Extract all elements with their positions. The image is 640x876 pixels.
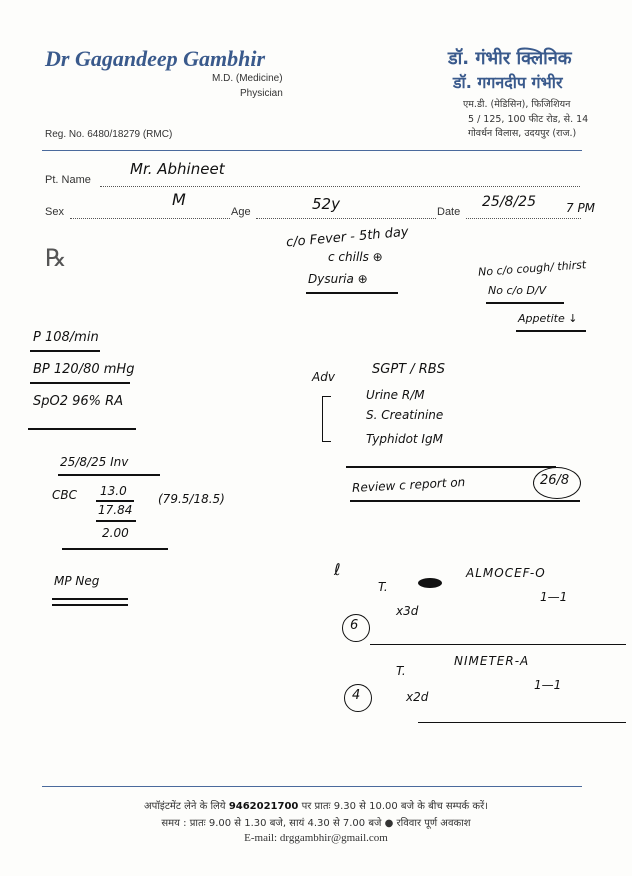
appetite-note: Appetite ↓	[518, 312, 578, 325]
spo2-underline	[28, 428, 136, 430]
footer-divider	[42, 786, 582, 787]
complaint-fever: c/o Fever - 5th day	[285, 224, 410, 251]
pulse-underline	[30, 350, 100, 352]
med2-qty: 4	[352, 688, 361, 703]
med2-name: NIMETER-A	[454, 654, 530, 668]
cbc-divider2	[96, 520, 136, 522]
footer-phone: 9462021700	[228, 801, 299, 812]
age-line	[256, 218, 436, 219]
age-label: Age	[231, 206, 251, 218]
review-text: Review c report on	[351, 475, 466, 495]
dysuria-underline	[306, 292, 398, 294]
hindi-clinic-name: डॉ. गंभीर क्लिनिक	[448, 48, 572, 69]
doctor-name: Dr Gagandeep Gambhir	[45, 46, 266, 71]
patient-name-line	[100, 186, 580, 187]
negative-cough: No c/o cough/ thirst	[477, 258, 587, 279]
mp-underline1	[52, 598, 128, 600]
footer-timings: समय : प्रातः 9.00 से 1.30 बजे, सायं 4.30 से 7.00 बजे ● रविवार पूर्ण अवकाश	[161, 818, 471, 829]
advice-item-urine: Urine R/M	[366, 388, 425, 402]
cbc-underline	[62, 548, 168, 550]
negative-underline	[486, 302, 564, 304]
cbc-divider1	[96, 500, 134, 502]
advice-item-typhidot: Typhidot IgM	[366, 432, 443, 446]
med1-duration: x3d	[396, 604, 419, 618]
hindi-address-line1: 5 / 125, 100 फीट रोड, से. 14	[468, 114, 589, 125]
hindi-degree: एम.डी. (मेडिसिन), फिजिशियन	[463, 99, 571, 110]
doctor-title: Physician	[240, 88, 283, 99]
footer-appointment-pre: अपॉइंटमेंट लेने के लिये	[144, 801, 226, 812]
doctor-degree: M.D. (Medicine)	[212, 73, 283, 84]
negative-dv: No c/o D/V	[488, 284, 547, 297]
date-value: 25/8/25	[482, 194, 536, 210]
mp-result: MP Neg	[54, 574, 100, 588]
mp-underline2	[52, 604, 128, 606]
complaint-dysuria: Dysuria ⊕	[308, 272, 368, 286]
investigation-underline	[58, 474, 160, 476]
sex-label: Sex	[45, 206, 64, 218]
advice-bracket	[322, 396, 331, 442]
age-value: 52y	[312, 195, 340, 213]
vital-pulse: P 108/min	[33, 330, 99, 345]
advice-label: Adv	[312, 370, 335, 384]
footer-appointment	[0, 798, 632, 812]
cbc-label: CBC	[52, 488, 77, 502]
time-value: 7 PM	[566, 201, 596, 215]
advice-item-creatinine: S. Creatinine	[366, 408, 444, 422]
advice-underline	[346, 466, 556, 468]
vital-bp: BP 120/80 mHg	[33, 362, 135, 377]
footer-appointment-post: पर प्रातः 9.30 से 10.00 बजे के बीच सम्पर्क करें।	[301, 801, 488, 812]
patient-name-value: Mr. Abhineet	[130, 160, 225, 178]
review-underline	[350, 500, 580, 502]
vital-spo2: SpO2 96% RA	[33, 394, 124, 409]
sex-value: M	[172, 190, 186, 209]
rx-icon: ℞	[45, 244, 67, 272]
med1-scribble	[418, 578, 442, 588]
med1-underline	[370, 644, 626, 645]
med2-underline	[418, 722, 626, 723]
cbc-differential: (79.5/18.5)	[158, 492, 225, 506]
advice-item-sgpt: SGPT / RBS	[372, 362, 445, 377]
registration-number: Reg. No. 6480/18279 (RMC)	[45, 129, 173, 140]
complaint-chills: c chills ⊕	[328, 250, 383, 264]
hindi-doctor-name: डॉ. गगनदीप गंभीर	[453, 73, 563, 92]
patient-name-label: Pt. Name	[45, 174, 91, 186]
hindi-address-line2: गोवर्धन विलास, उदयपुर (राज.)	[468, 128, 577, 139]
med1-name: ALMOCEF-O	[466, 566, 546, 580]
cbc-hb: 13.0	[100, 484, 127, 498]
date-label: Date	[437, 206, 461, 218]
med1-qty: 6	[350, 618, 359, 633]
med1-dose: 1—1	[540, 590, 568, 604]
investigation-date: 25/8/25 Inv	[60, 455, 129, 469]
review-date: 26/8	[540, 473, 570, 488]
med1-prefix: T.	[378, 580, 388, 594]
date-line	[466, 218, 581, 219]
cbc-tlc: 17.84	[98, 503, 133, 517]
med2-dose: 1—1	[534, 678, 562, 692]
med2-prefix: T.	[396, 664, 406, 678]
treatment-mark: ℓ	[334, 560, 341, 579]
sex-line	[70, 218, 230, 219]
appetite-underline	[516, 330, 586, 332]
footer-email: E-mail: drggambhir@gmail.com	[244, 832, 388, 844]
bp-underline	[30, 382, 130, 384]
cbc-platelet: 2.00	[102, 526, 129, 540]
header-divider	[42, 150, 582, 151]
med2-duration: x2d	[406, 690, 429, 704]
